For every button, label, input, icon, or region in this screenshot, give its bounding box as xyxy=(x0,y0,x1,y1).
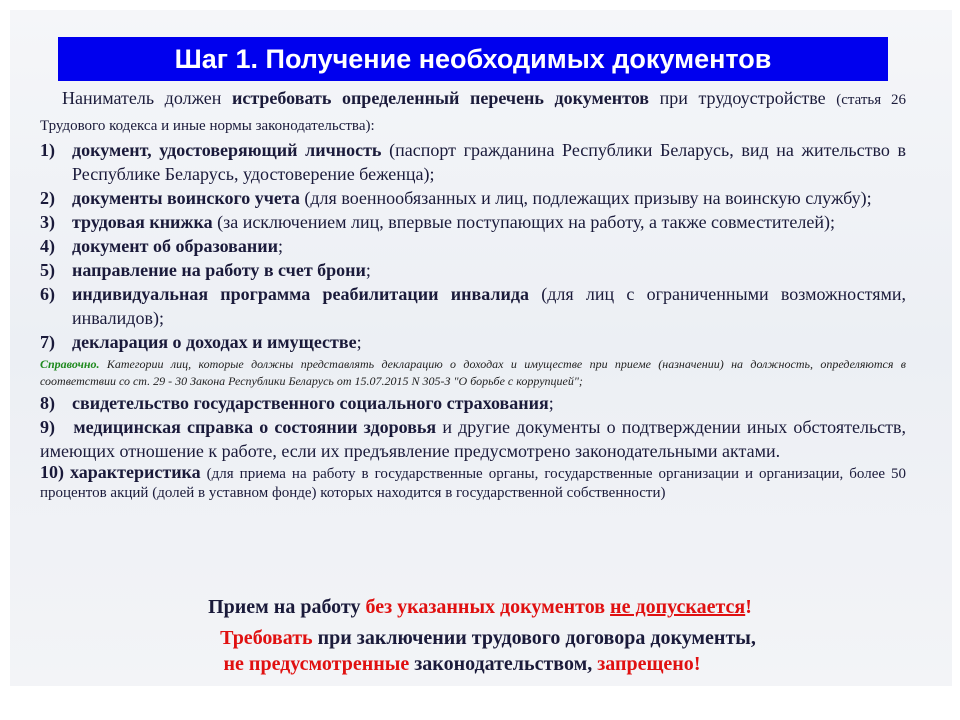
document-body xyxy=(40,86,906,503)
reference-note xyxy=(40,356,906,389)
footer-highlight: Требовать xyxy=(220,627,313,649)
list-item xyxy=(40,330,906,354)
intro-paragraph xyxy=(40,86,906,138)
intro-emphasis: истребовать определенный перечень документов xyxy=(232,88,650,108)
list-item xyxy=(40,186,906,210)
note-label: Справочно. xyxy=(40,357,100,371)
item-detail: (для приема на работу в государственные органы, государственные организации и организации, более 50 процентов акций (долей в уставном фонде) которых находится в государственной собственности) xyxy=(40,466,907,501)
item-title: направление на работу в счет брони xyxy=(72,260,366,280)
item-number: 8) xyxy=(40,393,55,413)
footer-line-1 xyxy=(0,596,960,619)
item-number: 2) xyxy=(40,188,55,208)
item-title: документы воинского учета xyxy=(72,188,300,208)
item-detail: (для лиц с ограниченными возможностями, инвалидов); xyxy=(72,284,906,328)
list-item xyxy=(40,234,906,258)
footer-exclamation: ! xyxy=(693,653,701,675)
footer-line-3 xyxy=(0,653,942,676)
item-title: медицинская справка о состоянии здоровья xyxy=(73,417,437,437)
list-item xyxy=(40,258,906,282)
item-detail: (за исключением лиц, впервые поступающих на работу, а также совместителей); xyxy=(212,212,836,232)
intro-reference: (статья 26 Трудового кодекса и иные нормы законодательства): xyxy=(40,92,906,134)
intro-text-1: Наниматель должен xyxy=(62,88,232,108)
footer-text: при заключении трудового договора документы, xyxy=(312,627,756,649)
item-number: 7) xyxy=(40,332,55,352)
list-item xyxy=(40,210,906,234)
item-detail: ; xyxy=(277,236,283,256)
intro-text-2: при трудоустройстве xyxy=(649,88,837,108)
title-bar xyxy=(58,37,888,81)
item-title: трудовая книжка xyxy=(72,212,213,232)
list-item xyxy=(40,138,906,186)
footer-highlight-underlined: не допускается xyxy=(610,596,746,618)
footer-text: законодательством, xyxy=(409,653,598,675)
item-detail: и другие документы о подтверждении иных обстоятельств, имеющих отношение к работе, если их предъявление предусмотрено законодательными актами. xyxy=(40,417,907,461)
item-number: 5) xyxy=(40,260,55,280)
footer-highlight: не предусмотренные xyxy=(223,653,410,675)
item-title: свидетельство государственного социального страхования xyxy=(72,393,549,413)
page-title: Шаг 1. Получение необходимых документов xyxy=(174,43,772,74)
list-item xyxy=(40,415,906,463)
item-detail: (паспорт гражданина Республики Беларусь, вид на жительство в Республике Беларусь, удостоверение беженца); xyxy=(72,140,906,184)
list-item xyxy=(40,391,906,415)
list-item xyxy=(40,463,906,503)
item-detail: ; xyxy=(356,332,362,352)
footer-line-2 xyxy=(8,627,960,650)
item-number: 6) xyxy=(40,284,55,304)
item-detail: ; xyxy=(548,393,554,413)
item-number: 3) xyxy=(40,212,55,232)
item-detail: (для военнообязанных и лиц, подлежащих призыву на воинскую службу); xyxy=(299,188,872,208)
item-number: 1) xyxy=(40,140,55,160)
item-title: декларация о доходах и имуществе xyxy=(72,332,357,352)
item-number: 10) xyxy=(40,462,64,482)
item-detail: ; xyxy=(365,260,371,280)
note-text: Категории лиц, которые должны представлять декларацию о доходах и имуществе при приеме (назначении) на должность, определяются в соответствии со ст. 29 - 30 Закона Республики Беларусь от 15.07.2015 N 305-З "О борьбе с коррупцией"; xyxy=(40,357,906,388)
item-number: 9) xyxy=(40,417,55,437)
list-item xyxy=(40,282,906,330)
item-title: документ, удостоверяющий личность xyxy=(72,140,382,160)
item-number: 4) xyxy=(40,236,55,256)
footer-text: Прием на работу xyxy=(208,596,366,618)
item-title: документ об образовании xyxy=(72,236,278,256)
item-title: характеристика xyxy=(70,462,201,482)
footer-exclamation: ! xyxy=(745,596,752,618)
footer-highlight: запрещено xyxy=(597,653,694,675)
item-title: индивидуальная программа реабилитации инвалида xyxy=(72,284,529,304)
footer-highlight: без указанных документов xyxy=(365,596,606,618)
